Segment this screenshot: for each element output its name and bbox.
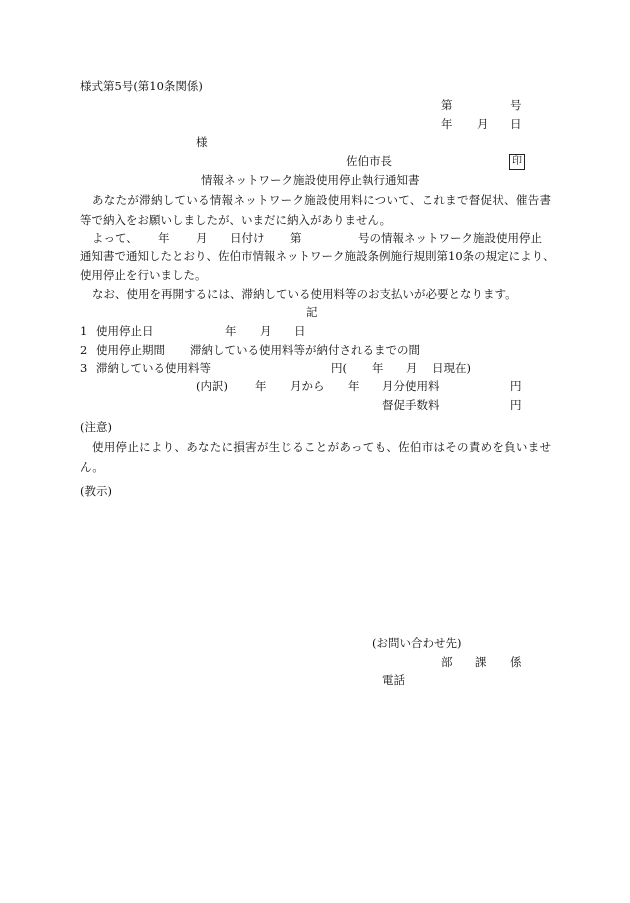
item-3-yen: 円( xyxy=(331,361,347,375)
contact-kakari: 係 xyxy=(510,655,522,669)
item-3-year: 年 xyxy=(372,361,384,375)
contact-ka: 課 xyxy=(475,655,487,669)
date-year: 年 xyxy=(441,117,453,131)
date-day: 日 xyxy=(510,117,522,131)
para2-line-3: 使用停止を行いました。 xyxy=(80,268,207,282)
sender-name: 佐伯市長 xyxy=(346,154,392,168)
para2-year: 年 xyxy=(158,231,170,245)
notice-text: 使用停止により、あなたに損害が生じることがあっても、佐伯市はその責めを負いません。 xyxy=(80,440,551,474)
breakdown-month-from: 月から xyxy=(290,379,325,393)
item-2-value: 滞納している使用料等が納付されるまでの間 xyxy=(190,343,420,357)
item-3-as-of: 日現在) xyxy=(432,361,471,375)
para2-day: 日付け xyxy=(230,231,265,245)
para2-line-2: 通知書で通知したとおり、佐伯市情報ネットワーク施設条例施行規則第10条の規定により、 xyxy=(80,249,555,263)
para2-yotte: よって、 xyxy=(92,231,138,245)
seal-box: 印 xyxy=(509,154,525,170)
item-2-label: 使用停止期間 xyxy=(96,343,165,357)
fee-label: 督促手数料 xyxy=(382,398,440,412)
item-1-year: 年 xyxy=(225,324,237,338)
breakdown-year-from: 年 xyxy=(255,379,267,393)
breakdown-label: (内訳) xyxy=(196,379,228,393)
contact-bu: 部 xyxy=(441,655,453,669)
ki-heading: 記 xyxy=(306,305,318,319)
item-1-number: 1 xyxy=(80,324,88,338)
body-paragraph-1: あなたが滞納している情報ネットワーク施設使用料について、これまで督促状、催告書等で納入をお願いしましたが、いまだに納入がありません。 xyxy=(80,193,551,227)
date-month: 月 xyxy=(477,117,489,131)
fee-yen: 円 xyxy=(510,398,522,412)
notice-title: (注意) xyxy=(80,420,112,434)
para2-go-rest: 号の情報ネットワーク施設使用停止 xyxy=(358,231,542,245)
item-1-month: 月 xyxy=(260,324,272,338)
breakdown-yen: 円 xyxy=(510,379,522,393)
item-1-day: 日 xyxy=(294,324,306,338)
form-number: 様式第5号(第10条関係) xyxy=(80,79,203,93)
para2-dai: 第 xyxy=(290,231,302,245)
document-title: 情報ネットワーク施設使用停止執行通知書 xyxy=(201,173,420,187)
contact-tel: 電話 xyxy=(382,673,405,687)
instruction-title: (教示) xyxy=(80,484,112,498)
breakdown-month-fee: 月分使用料 xyxy=(382,379,440,393)
contact-title: (お問い合わせ先) xyxy=(372,636,462,650)
item-3-number: 3 xyxy=(80,361,88,375)
doc-no-dai: 第 xyxy=(441,98,453,112)
addressee-suffix: 様 xyxy=(196,135,208,149)
item-3-month: 月 xyxy=(406,361,418,375)
item-3-label: 滞納している使用料等 xyxy=(96,361,211,375)
breakdown-year-to: 年 xyxy=(348,379,360,393)
body-paragraph-3: なお、使用を再開するには、滞納している使用料等のお支払いが必要となります。 xyxy=(92,287,517,301)
doc-no-go: 号 xyxy=(510,98,522,112)
item-1-label: 使用停止日 xyxy=(96,324,154,338)
para2-month: 月 xyxy=(196,231,208,245)
item-2-number: 2 xyxy=(80,343,88,357)
